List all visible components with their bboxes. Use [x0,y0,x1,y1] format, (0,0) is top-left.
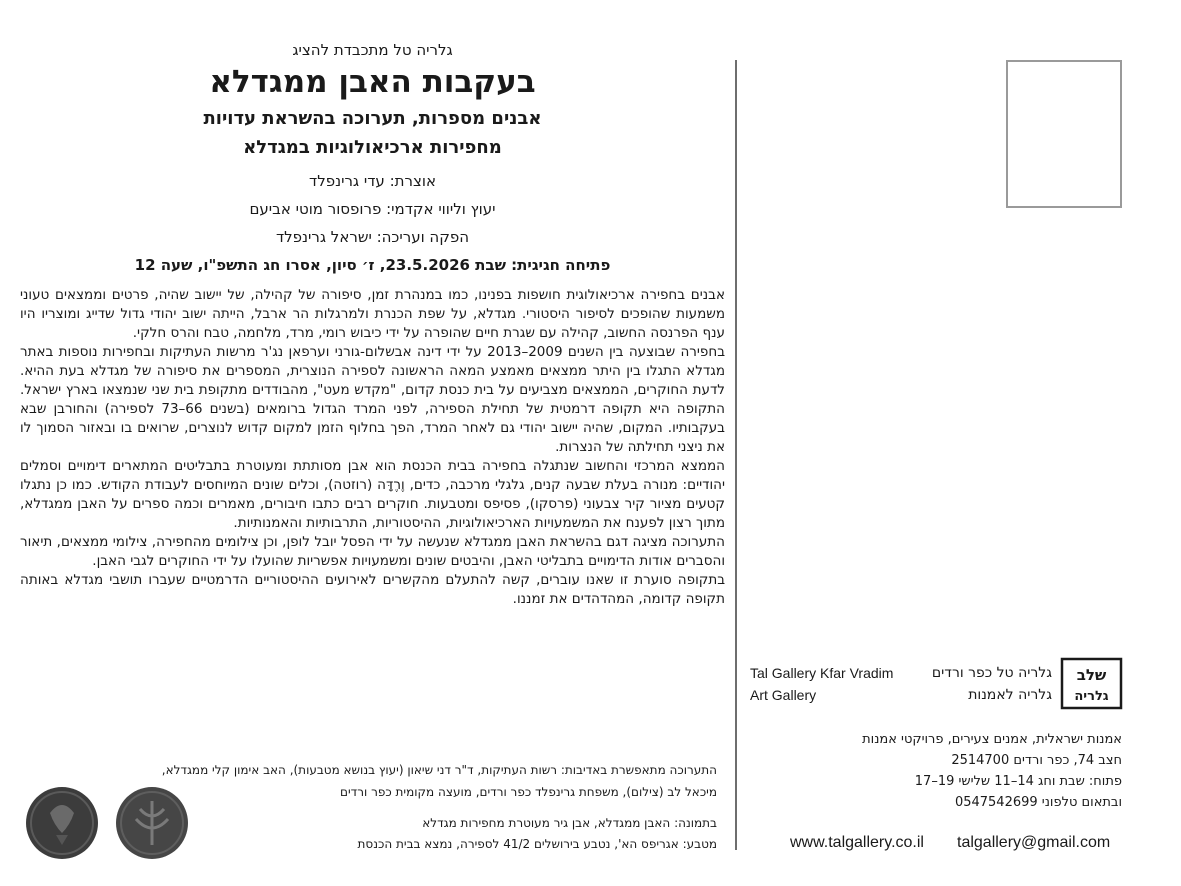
subtitle-line-2: מחפירות ארכיאולוגיות במגדלא [243,137,502,158]
description-paragraph: בחפירה שבוצעה בין השנים 2009–2013 על ידי דינה אבשלום-גורני וערפאן נג'ר מרשות העתיקות ובחפירות נוספות באתר מגדלא התגלו בין היתר ממצאים מאמצע המאה הראשונה לספירה הנוצרית, המספרים את סיפורה של מגדלא בעת ההיא. לדעת החוקרים, הממצאים מצביעים על בית כנסת קדום, "מקדש מעט", מהבודדים מתקופת בית שני שנמצאו בארץ ישראל. התקופה היא תקופה דרמטית של תחילת הספירה, לפני המרד הגדול ברומאים (בשנים 66–73 לספירה) והחורבן שבא בעקבותיו. המקום, שהיה יישוב יהודי גם לאחר המרד, הפך בחלוף הזמן למקום קדוש לנוצרים, שרואים בו ובאזור הסמוך לו את ניצני תחילתה של הנצרות. [20,344,725,455]
coin-images [22,783,198,863]
gallery-logo [1060,657,1123,710]
gallery-contact-details [772,729,1122,813]
description-paragraph: בתקופה סוערת זו שאנו עוברים, קשה להתעלם מהקשרים לאירועים ההיסטוריים הדרמטיים שעברו תושבי מגדלא באותה תקופה קדומה, המהדהדים את זמננו. [20,572,725,607]
opening-event: פתיחה חגיגית: שבת 23.5.2026, ז׳ סיון, אסרו חג התשפ"ו, שעה 12 [134,256,611,274]
exhibition-description [20,286,725,609]
description-paragraph: הממצא המרכזי והחשוב שנתגלה בחפירה בבית הכנסת הוא אבן מסותתת ומעוטרת בתבליטים המתארים דימויים וסמלים יהודיים: מנורה בעלת שבעה קנים, גלגלי מרכבה, כדים, וֶרֶדָּה (רוזטה), וכלים שונים המיוחסים לעבודת הקודש. כמו כן נתגלו קטעים מציור קיר צבעוני (פרסקו), פסיפס ומטבעות. חוקרים רבים כתבו חיבורים, מאמרים וכמה ספרים על האבן ממגדלא, מתוך רצון לפענח את המשמעויות הארכיאולוגיות, ההיסטוריות, התרבותיות והאמנותיות. [20,458,725,531]
postcard-divider [735,60,737,850]
curator-credit: אוצרת: עדי גרינפלד [309,172,436,190]
gallery-name-hebrew [912,662,1052,706]
caption-line-1: בתמונה: האבן ממגדלא, אבן גיר מעוטרת מחפירות מגדלא [422,816,717,830]
production-credit: הפקה ועריכה: ישראל גרינפלד [275,228,470,246]
acknowledgements-line-2: מיכאל לב (צילום), משפחת גרינפלד כפר ורדים, מועצה מקומית כפר ורדים [340,785,717,799]
subtitle-line-1: אבנים מספרות, תערוכה בהשראת עדויות [203,108,542,129]
gallery-name-en-line-2: Art Gallery [750,687,817,703]
exhibition-text-column [20,40,725,609]
gallery-name-en-line-1: Tal Gallery Kfar Vradim [750,665,894,681]
logo-text-bottom: גלריה [1074,689,1109,704]
exhibition-title: בעקבות האבן ממגדלא [209,64,536,100]
website-link[interactable]: www.talgallery.co.il [790,834,924,851]
email-link[interactable]: talgallery@gmail.com [957,834,1111,851]
image-caption [157,813,717,855]
coin-reverse [116,787,188,859]
gallery-description: אמנות ישראלית, אמנים צעירים, פרויקטי אמנות [862,732,1122,747]
description-paragraph: אבנים בחפירה ארכיאולוגית חושפות בפנינו, כמו במנהרת זמן, סיפורה של קהילה, של יישוב שהיה, פרטים וממצאים טעוני משמעות שהופכים לסיפור היסטורי. מגדלא, על שפת הכנרת ולמרגלות הר ארבל, הייתה ישוב יהודי גדול שדייג ומוצריו היו ענף הפרנסה החשוב, קהילה עם שגרת חיים שהופרה על ידי כיבוש רומי, מרד, מלחמה, טבח והרס חלקי. [20,287,725,341]
intro-line: גלריה טל מתכבדת להציג [292,41,453,59]
stamp-placeholder [1006,60,1122,208]
exhibition-header [20,40,725,274]
phone-appointment: ובתאום טלפוני 0547542699 [954,795,1122,810]
gallery-name-he-line-2: גלריה לאמנות [968,687,1052,703]
caption-line-2: מטבע: אגריפס הא', נטבע בירושלים 41/2 לספירה, נמצא בבית הכנסת [357,837,717,851]
coin-obverse [26,787,98,859]
gallery-address: חצב 74, כפר ורדים 2514700 [951,753,1122,768]
exhibition-subtitle [20,104,725,162]
academic-advisor-credit: יעוץ וליווי אקדמי: פרופסור מוטי אביעם [249,200,496,218]
description-paragraph: התערוכה מציגה דגם בהשראת האבן ממגדלא שנעשה על ידי הפסל יובל לופן, וכן צילומים מהחפירה, צילומי ממצאים, תיאור והסברים אודות הדימויים בתבליטי האבן, והיבטים שונים ומשמעויות אפשריות שהועלו על ידי החוקרים לגבי האבן. [20,534,725,569]
opening-hours: פתוח: שבת וחג 14–11 שלישי 19–17 [914,774,1122,789]
gallery-name-he-line-1: גלריה טל כפר ורדים [931,665,1052,681]
logo-text-top: שלב [1076,666,1107,684]
gallery-name-english [750,662,920,706]
acknowledgements-line-1: התערוכה מתאפשרת באדיבות: רשות העתיקות, ד"ר דני שיאון (יעוץ בנושא מטבעות), האב אימון קלי ממגדלא, [161,763,717,777]
